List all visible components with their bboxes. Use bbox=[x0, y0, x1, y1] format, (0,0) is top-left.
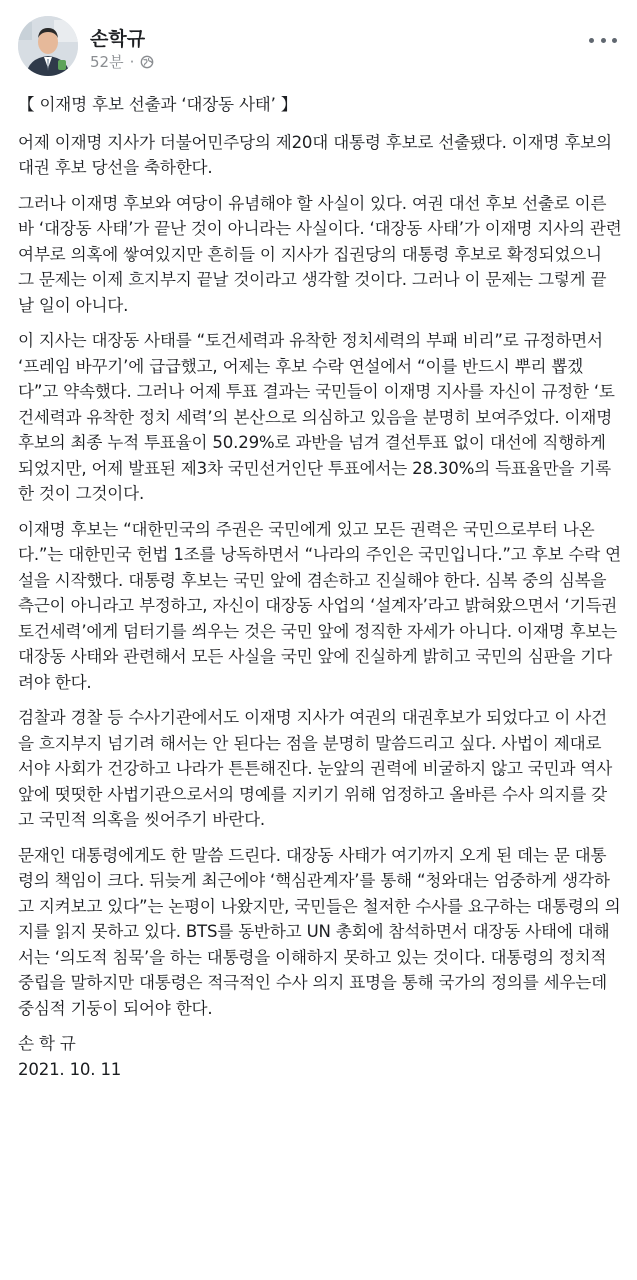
dot-icon bbox=[601, 38, 606, 43]
post-paragraph: 검찰과 경찰 등 수사기관에서도 이재명 지사가 여권의 대권후보가 되었다고 이 사건을 흐지부지 넘기려 해서는 안 된다는 점을 분명히 말씀드리고 싶다. 사법이 제대로 서야 사회가 건강하고 나라가 튼튼해진다. 눈앞의 권력에 비굴하지 않고 국민과 역사 앞에 떳떳한 사법기관으로서의 명예를 지키기 위해 엄정하고 올바른 수사 의지를 갖고 국민적 의혹을 씻어주기 바란다. bbox=[18, 708, 613, 829]
more-options-button[interactable] bbox=[589, 34, 617, 46]
post-paragraph: 문재인 대통령에게도 한 말씀 드린다. 대장동 사태가 여기까지 오게 된 데는 문 대통령의 책임이 크다. 뒤늦게 최근에야 ‘핵심관계자’를 통해 “청와대는 엄중하게 생각하고 지켜보고 있다”는 논평이 나왔지만, 국민들은 철저한 수사를 요구하는 대통령의 의지를 읽지 못하고 있다. BTS를 동반하고 UN 총회에 참석하면서 대장동 사태에 대해서는 ‘의도적 침묵’을 하는 대통령을 이해하지 못하고 있는 것이다. 대통령의 정치적 중립을 말하지만 대통령은 적극적인 수사 의지 표명을 통해 국가의 정의를 세우는데 중심적 기둥이 되어야 한다. bbox=[18, 845, 621, 1018]
profile-photo bbox=[18, 16, 78, 76]
post-time[interactable]: 52분 bbox=[90, 53, 124, 71]
post-body bbox=[18, 92, 622, 1082]
signature: 손 학 규 bbox=[18, 1034, 76, 1053]
globe-icon bbox=[140, 55, 154, 69]
post-paragraph: 이 지사는 대장동 사태를 “토건세력과 유착한 정치세력의 부패 비리”로 규정하면서 ‘프레임 바꾸기’에 급급했고, 어제는 후보 수락 연설에서 “이를 반드시 뿌리 뽑겠다”고 약속했다. 그러나 어제 투표 결과는 국민들이 이재명 지사를 자신이 규정한 ‘토건세력과 유착한 정치 세력’의 본산으로 의심하고 있음을 분명히 보여주었다. 이재명 후보의 최종 누적 투표율이 50.29%로 과반을 넘겨 결선투표 없이 대선에 직행하게 되었지만, 어제 발표된 제3차 국민선거인단 투표에서는 28.30%의 득표율만을 기록한 것이 그것이다. bbox=[18, 331, 615, 503]
post-paragraph: 그러나 이재명 후보와 여당이 유념해야 할 사실이 있다. 여권 대선 후보 선출로 이른바 ‘대장동 사태’가 끝난 것이 아니라는 사실이다. ‘대장동 사태’가 이재명 지사의 관련 여부로 의혹에 쌓여있지만 흔히들 이 지사가 집권당의 대통령 후보로 확정되었으니 그 문제는 이제 흐지부지 끝날 것이라고 생각할 것이다. 그러나 이 문제는 그렇게 끝날 일이 아니다. bbox=[18, 193, 622, 315]
post-paragraph: 어제 이재명 지사가 더불어민주당의 제20대 대통령 후보로 선출됐다. 이재명 후보의 대권 후보 당선을 축하한다. bbox=[18, 132, 612, 177]
dot-icon bbox=[612, 38, 617, 43]
post-date: 2021. 10. 11 bbox=[18, 1059, 122, 1079]
meta-separator: · bbox=[129, 52, 135, 71]
post-header bbox=[0, 0, 637, 90]
avatar[interactable] bbox=[18, 16, 78, 76]
post-title: 【 이재명 후보 선출과 ‘대장동 사태’ 】 bbox=[18, 95, 298, 114]
post-meta bbox=[90, 51, 154, 72]
post-paragraph: 이재명 후보는 “대한민국의 주권은 국민에게 있고 모든 권력은 국민으로부터 나온다.”는 대한민국 헌법 1조를 낭독하면서 “나라의 주인은 국민입니다.”고 후보 수락 연설을 시작했다. 대통령 후보는 국민 앞에 겸손하고 진실해야 한다. 심복 중의 심복을 측근이 아니라고 부정하고, 자신이 대장동 사업의 ‘설계자’라고 밝혀왔으면서 ‘기득권 토건세력’에게 덤터기를 씌우는 것은 국민 앞에 정직한 자세가 아니다. 이재명 후보는 대장동 사태와 관련해서 모든 사실을 국민 앞에 진실하게 밝히고 국민의 심판을 기다려야 한다. bbox=[18, 519, 621, 692]
author-name[interactable]: 손학규 bbox=[90, 28, 146, 50]
dot-icon bbox=[589, 38, 594, 43]
